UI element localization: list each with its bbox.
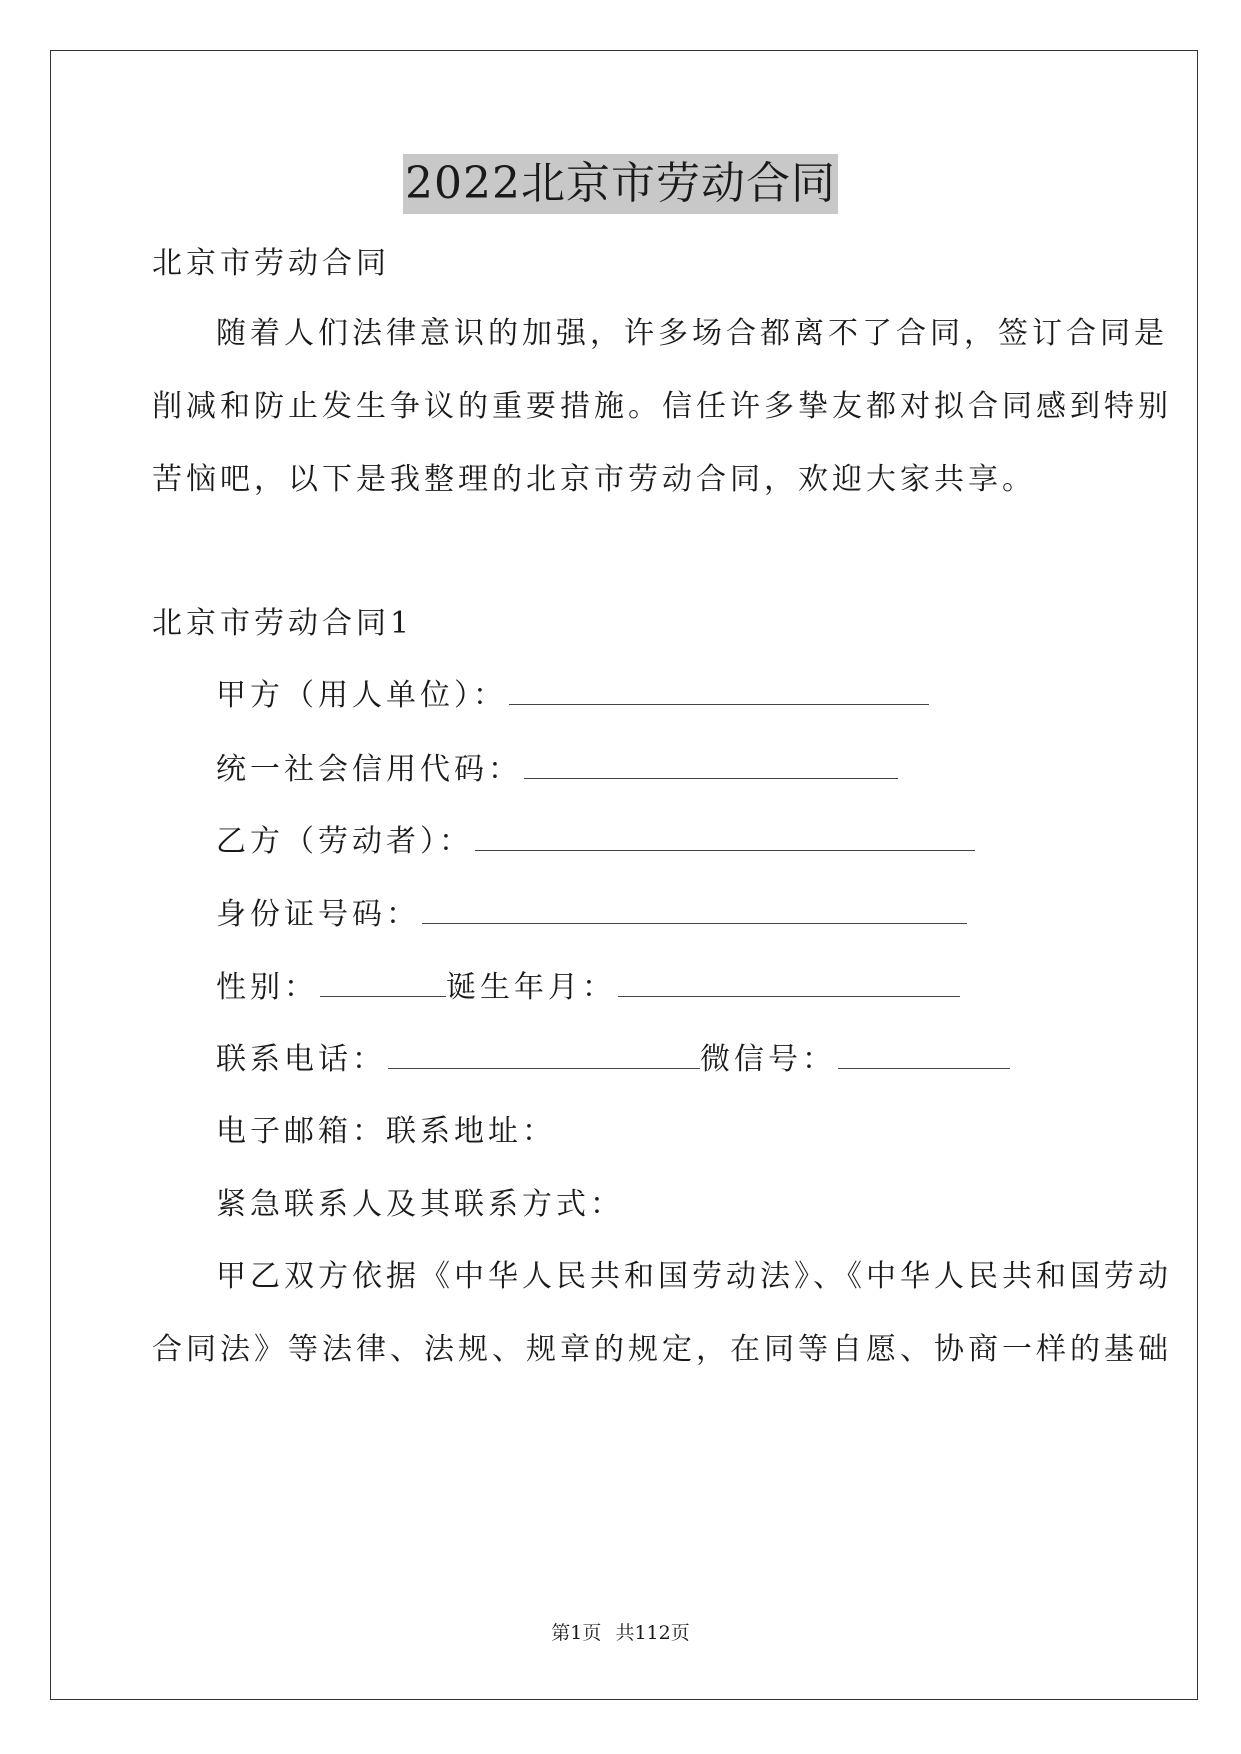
- field-email-address: 电子邮箱：联系地址：: [216, 1114, 556, 1149]
- field-gender-label: 性别：: [216, 970, 318, 1005]
- field-credit-code: [216, 750, 1156, 790]
- party-a-blank[interactable]: [509, 676, 929, 705]
- gender-blank[interactable]: [320, 968, 446, 997]
- field-phone-label: 联系电话：: [216, 1042, 386, 1077]
- phone-blank[interactable]: [388, 1040, 700, 1069]
- field-credit-code-label: 统一社会信用代码：: [216, 752, 522, 787]
- intro-line-1: 随着人们法律意识的加强，许多场合都离不了合同，签订合同是: [216, 316, 1168, 351]
- page-footer: [0, 1620, 1241, 1646]
- intro-line-3: 苦恼吧，以下是我整理的北京市劳动合同，欢迎大家共享。: [152, 462, 1036, 497]
- party-b-blank[interactable]: [475, 822, 975, 851]
- page-border: [50, 50, 1198, 1700]
- field-party-b: [216, 822, 1156, 862]
- field-id-number: [216, 895, 1156, 935]
- basis-line-1: 甲乙双方依据《中华人民共和国劳动法》、《中华人民共和国劳动: [216, 1259, 1172, 1294]
- credit-code-blank[interactable]: [524, 750, 898, 779]
- field-birth-label: 诞生年月：: [446, 970, 616, 1005]
- id-number-blank[interactable]: [422, 895, 967, 924]
- field-party-b-label: 乙方（劳动者）：: [216, 824, 473, 859]
- document-title: 2022北京市劳动合同: [403, 154, 838, 214]
- field-party-a-label: 甲方（用人单位）：: [216, 678, 507, 713]
- total-pages: 共112页: [615, 1622, 690, 1644]
- document-subtitle: 北京市劳动合同: [152, 246, 390, 281]
- field-emergency: 紧急联系人及其联系方式：: [216, 1187, 624, 1222]
- field-gender-birth: [216, 968, 1156, 1008]
- basis-line-2: 合同法》等法律、法规、规章的规定，在同等自愿、协商一样的基础: [152, 1332, 1172, 1367]
- document-title-wrap: [0, 154, 1241, 214]
- birth-blank[interactable]: [618, 968, 960, 997]
- field-id-number-label: 身份证号码：: [216, 897, 420, 932]
- section-title: 北京市劳动合同1: [152, 606, 414, 641]
- field-party-a: [216, 676, 1156, 716]
- field-wechat-label: 微信号：: [700, 1042, 836, 1077]
- field-phone-wechat: [216, 1040, 1156, 1080]
- intro-line-2: 削减和防止发生争议的重要措施。信任许多挚友都对拟合同感到特别: [152, 389, 1172, 424]
- page-number: 第1页: [551, 1622, 602, 1644]
- wechat-blank[interactable]: [838, 1040, 1010, 1069]
